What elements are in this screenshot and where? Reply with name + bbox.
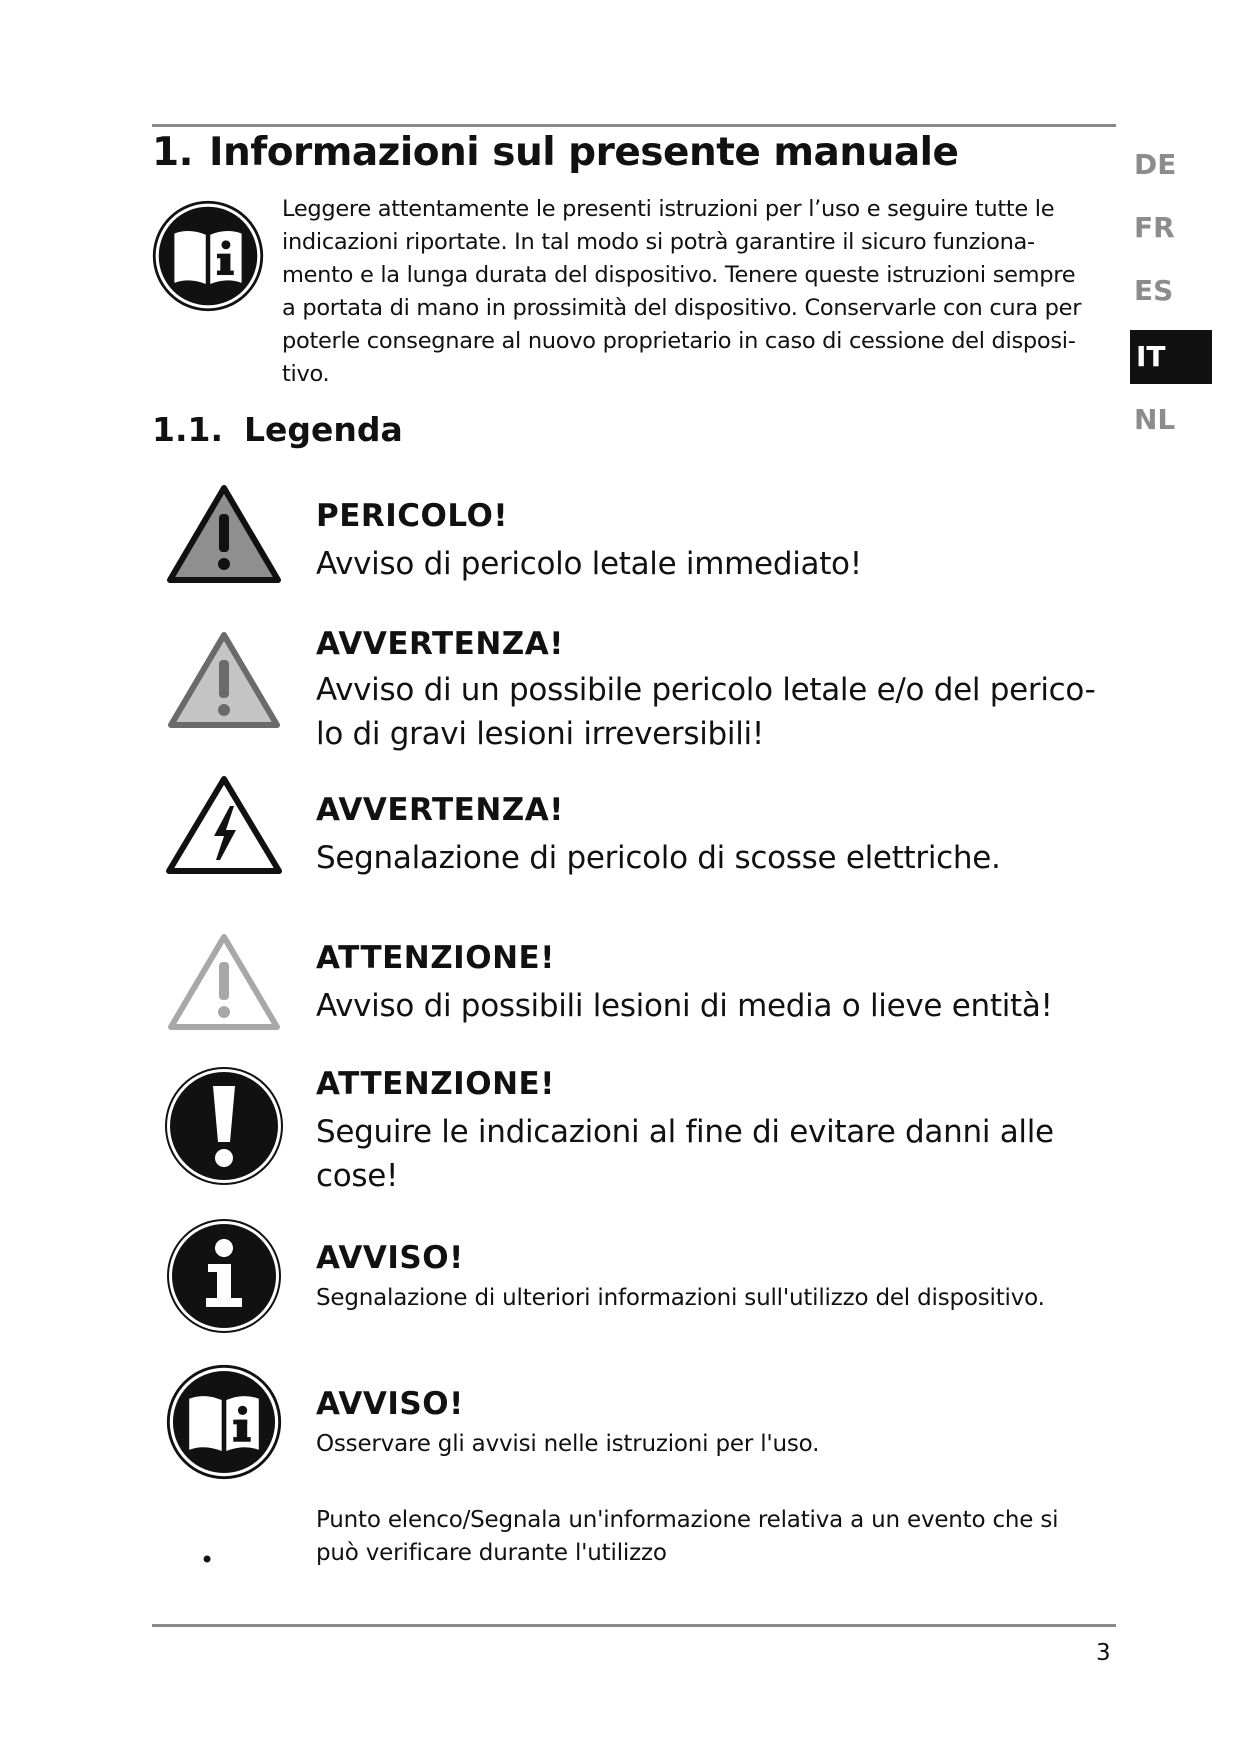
subsection-number: 1.1.	[152, 410, 223, 449]
electric-shock-icon	[164, 774, 284, 876]
legend-description	[316, 984, 1106, 1028]
bullet-description-line: Punto elenco/Segnala un'informazione relativa a un evento che si	[316, 1507, 1059, 1533]
legend-description-line: Avviso di pericolo letale immediato!	[316, 546, 862, 582]
legend-description-line: Avviso di possibili lesioni di media o lieve entità!	[316, 988, 1053, 1024]
subsection-title: Legenda	[244, 410, 403, 449]
section-title: Informazioni sul presente manuale	[208, 130, 959, 175]
intro-line: indicazioni riportate. In tal modo si potrà garantire il sicuro funziona-	[282, 229, 1035, 255]
lang-tab-nl[interactable]: NL	[1134, 403, 1176, 436]
legend-description	[316, 668, 1106, 756]
lang-tab-it[interactable]: IT	[1130, 330, 1212, 384]
legend-title: ATTENZIONE!	[316, 1066, 555, 1102]
exclamation-circle-icon	[164, 1066, 284, 1186]
legend-title: PERICOLO!	[316, 498, 509, 534]
danger-triangle-icon	[166, 484, 282, 584]
page-number: 3	[1096, 1640, 1111, 1666]
info-circle-icon	[166, 1218, 282, 1334]
legend-description	[316, 836, 1106, 880]
intro-line: poterle consegnare al nuovo proprietario in caso di cessione del disposi-	[282, 328, 1076, 354]
legend-title: AVVERTENZA!	[316, 626, 564, 662]
legend-description-line: Avviso di un possibile pericolo letale e/o del perico-	[316, 672, 1096, 708]
legend-description	[316, 542, 1106, 586]
bullet-description	[316, 1504, 1106, 1570]
lang-tab-fr[interactable]: FR	[1134, 211, 1175, 244]
top-divider	[152, 124, 1116, 127]
intro-line: a portata di mano in prossimità del dispositivo. Conservarle con cura per	[282, 295, 1082, 321]
lang-tab-de[interactable]: DE	[1134, 148, 1177, 181]
caution-triangle-icon	[166, 932, 282, 1032]
legend-description-line: lo di gravi lesioni irreversibili!	[316, 716, 764, 752]
legend-title: ATTENZIONE!	[316, 940, 555, 976]
intro-line: tivo.	[282, 361, 330, 387]
intro-paragraph	[282, 193, 1118, 391]
manual-info-icon	[166, 1364, 282, 1480]
intro-line: Leggere attentamente le presenti istruzioni per l’uso e seguire tutte le	[282, 196, 1055, 222]
legend-description-line: cose!	[316, 1158, 399, 1194]
lang-tab-es[interactable]: ES	[1134, 274, 1174, 307]
legend-description-line: Segnalazione di ulteriori informazioni sull'utilizzo del dispositivo.	[316, 1285, 1045, 1311]
warning-triangle-icon	[166, 630, 282, 730]
manual-info-icon	[152, 200, 264, 312]
section-heading	[152, 130, 959, 175]
bullet-symbol: •	[200, 1546, 215, 1574]
legend-title: AVVISO!	[316, 1240, 464, 1276]
bullet-description-line: può verificare durante l'utilizzo	[316, 1540, 667, 1566]
intro-line: mento e la lunga durata del dispositivo. Tenere queste istruzioni sempre	[282, 262, 1076, 288]
legend-description	[316, 1428, 1106, 1461]
legend-title: AVVISO!	[316, 1386, 464, 1422]
subsection-heading	[152, 410, 403, 449]
legend-description-line: Seguire le indicazioni al fine di evitare danni alle	[316, 1114, 1054, 1150]
section-number: 1.	[152, 130, 193, 175]
legend-description	[316, 1110, 1106, 1198]
bottom-divider	[152, 1624, 1116, 1627]
legend-description	[316, 1282, 1106, 1315]
legend-title: AVVERTENZA!	[316, 792, 564, 828]
legend-description-line: Osservare gli avvisi nelle istruzioni per l'uso.	[316, 1431, 820, 1457]
legend-description-line: Segnalazione di pericolo di scosse elettriche.	[316, 840, 1001, 876]
